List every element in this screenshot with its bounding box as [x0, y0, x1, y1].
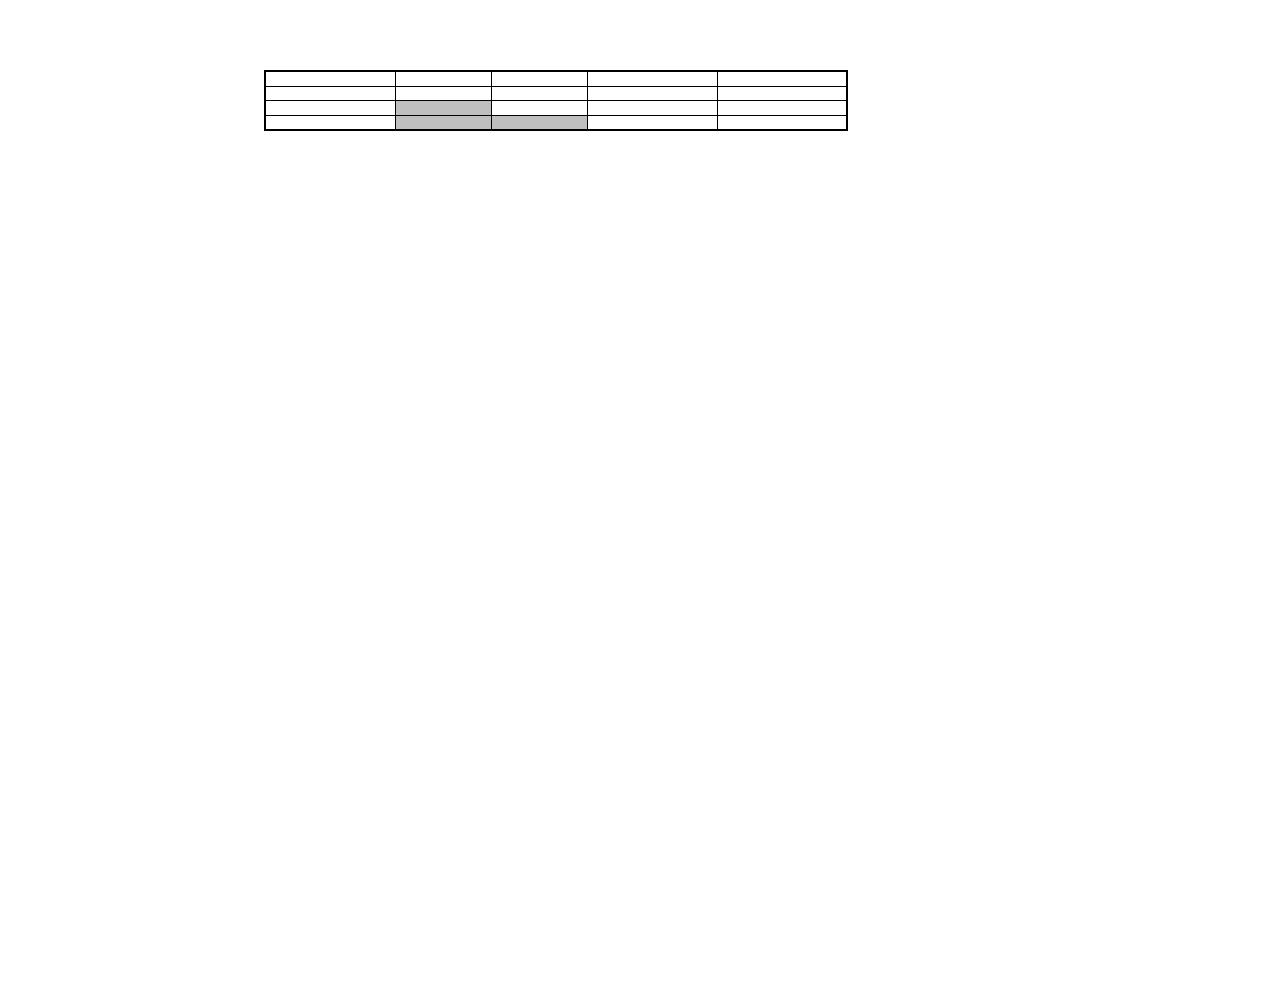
combination-row: [265, 101, 847, 116]
combination-row: [265, 86, 847, 101]
combination-cell: [395, 101, 491, 116]
combination-type-label: [265, 101, 395, 116]
combination-row: [265, 115, 847, 130]
combination-cell: [491, 101, 587, 116]
combination-cell: [395, 115, 491, 130]
combination-cell: [395, 86, 491, 101]
combination-type-label: [265, 86, 395, 101]
combination-type-label: [265, 71, 395, 86]
combination-row: [265, 71, 847, 86]
capacity-header: [587, 71, 717, 86]
capacity-header: [395, 71, 491, 86]
capacity-header: [491, 71, 587, 86]
capacity-header: [717, 71, 847, 86]
combinations-table: [264, 70, 848, 131]
combination-cell: [587, 86, 717, 101]
combination-cell: [491, 86, 587, 101]
combination-cell: [717, 101, 847, 116]
combination-cell: [587, 101, 717, 116]
combination-cell: [717, 115, 847, 130]
combination-type-label: [265, 115, 395, 130]
combination-cell: [491, 115, 587, 130]
combination-cell: [717, 86, 847, 101]
combination-cell: [587, 115, 717, 130]
